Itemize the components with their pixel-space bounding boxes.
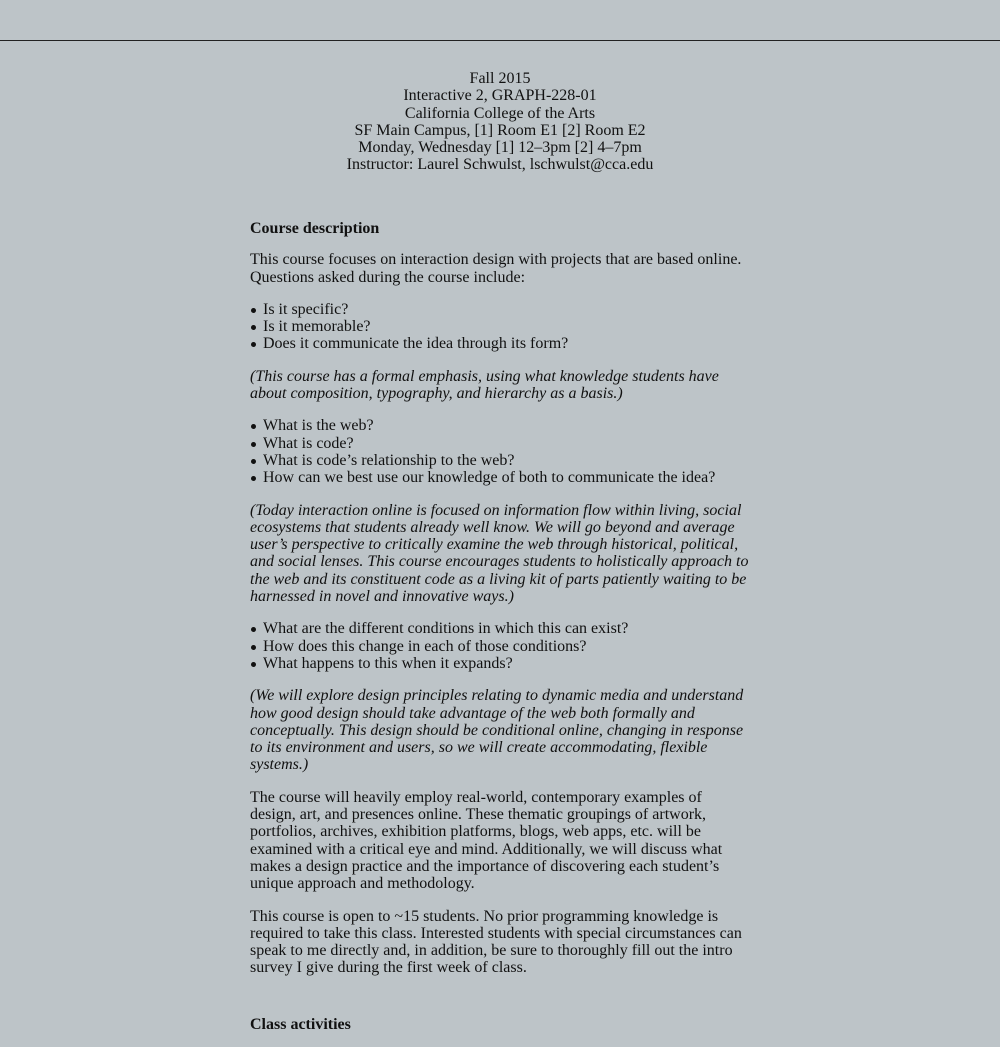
list-item: What happens to this when it expands? <box>263 655 750 672</box>
list-item: What are the different conditions in which this can exist? <box>263 620 750 637</box>
enrollment-paragraph: This course is open to ~15 students. No prior programming knowledge is required to take this class. Interested students with special circumstances can speak to me directly and, in addition, be sure to thoroughly fill out the intro survey I give during the first week of class. <box>250 907 742 977</box>
examples-paragraph: The course will heavily employ real-world, contemporary examples of design, art, and presences online. These thematic groupings of artwork, portfolios, archives, exhibition platforms, blogs, web apps, etc. will be examined with a critical eye and mind. Additionally, we will discuss what makes a design practice and the importance of discovering each student’s unique approach and methodology. <box>250 788 723 893</box>
question-list-1 <box>250 301 750 353</box>
class-activities-heading: Class activities <box>250 1015 351 1033</box>
top-divider <box>0 40 1000 41</box>
course-description-heading: Course description <box>250 220 380 237</box>
question-list-2 <box>250 417 750 486</box>
header-location: SF Main Campus, [1] Room E1 [2] Room E2 <box>354 121 646 139</box>
note-paragraph-1: (This course has a formal emphasis, using what knowledge students have about composition, typography, and hierarchy as a basis.) <box>250 367 719 403</box>
header-course-title: Interactive 2, GRAPH-228-01 <box>403 87 597 105</box>
course-header <box>0 70 1000 174</box>
note-paragraph-2: (Today interaction online is focused on information flow within living, social ecosystems that students already well know. We will go beyond and average user’s perspective to critically examine the web through historical, political, and social lenses. This course encourages students to holistically approach to the web and its constituent code as a living kit of parts patiently waiting to be harnessed in novel and innovative ways.) <box>250 501 749 606</box>
list-item: How can we best use our knowledge of both to communicate the idea? <box>263 469 750 486</box>
list-item: Is it specific? <box>263 301 750 318</box>
list-item: What is code? <box>263 435 750 452</box>
list-item: How does this change in each of those conditions? <box>263 638 750 655</box>
section-spacer <box>250 992 750 1016</box>
header-instructor: Instructor: Laurel Schwulst, lschwulst@cca.edu <box>346 156 654 174</box>
syllabus-content <box>250 220 750 1047</box>
list-item: Does it communicate the idea through its form? <box>263 335 750 352</box>
list-item: Is it memorable? <box>263 318 750 335</box>
header-schedule: Monday, Wednesday [1] 12–3pm [2] 4–7pm <box>358 139 642 157</box>
list-item: What is code’s relationship to the web? <box>263 452 750 469</box>
note-paragraph-3: (We will explore design principles relating to dynamic media and understand how good design should take advantage of the web both formally and conceptually. This design should be conditional online, changing in response to its environment and users, so we will create accommodating, flexible systems.) <box>250 687 744 774</box>
header-term: Fall 2015 <box>469 70 531 87</box>
list-item: What is the web? <box>263 417 750 434</box>
intro-paragraph: This course focuses on interaction design with projects that are based online. Questions asked during the course include: <box>250 251 742 286</box>
question-list-3 <box>250 620 750 672</box>
header-school: California College of the Arts <box>404 104 596 122</box>
